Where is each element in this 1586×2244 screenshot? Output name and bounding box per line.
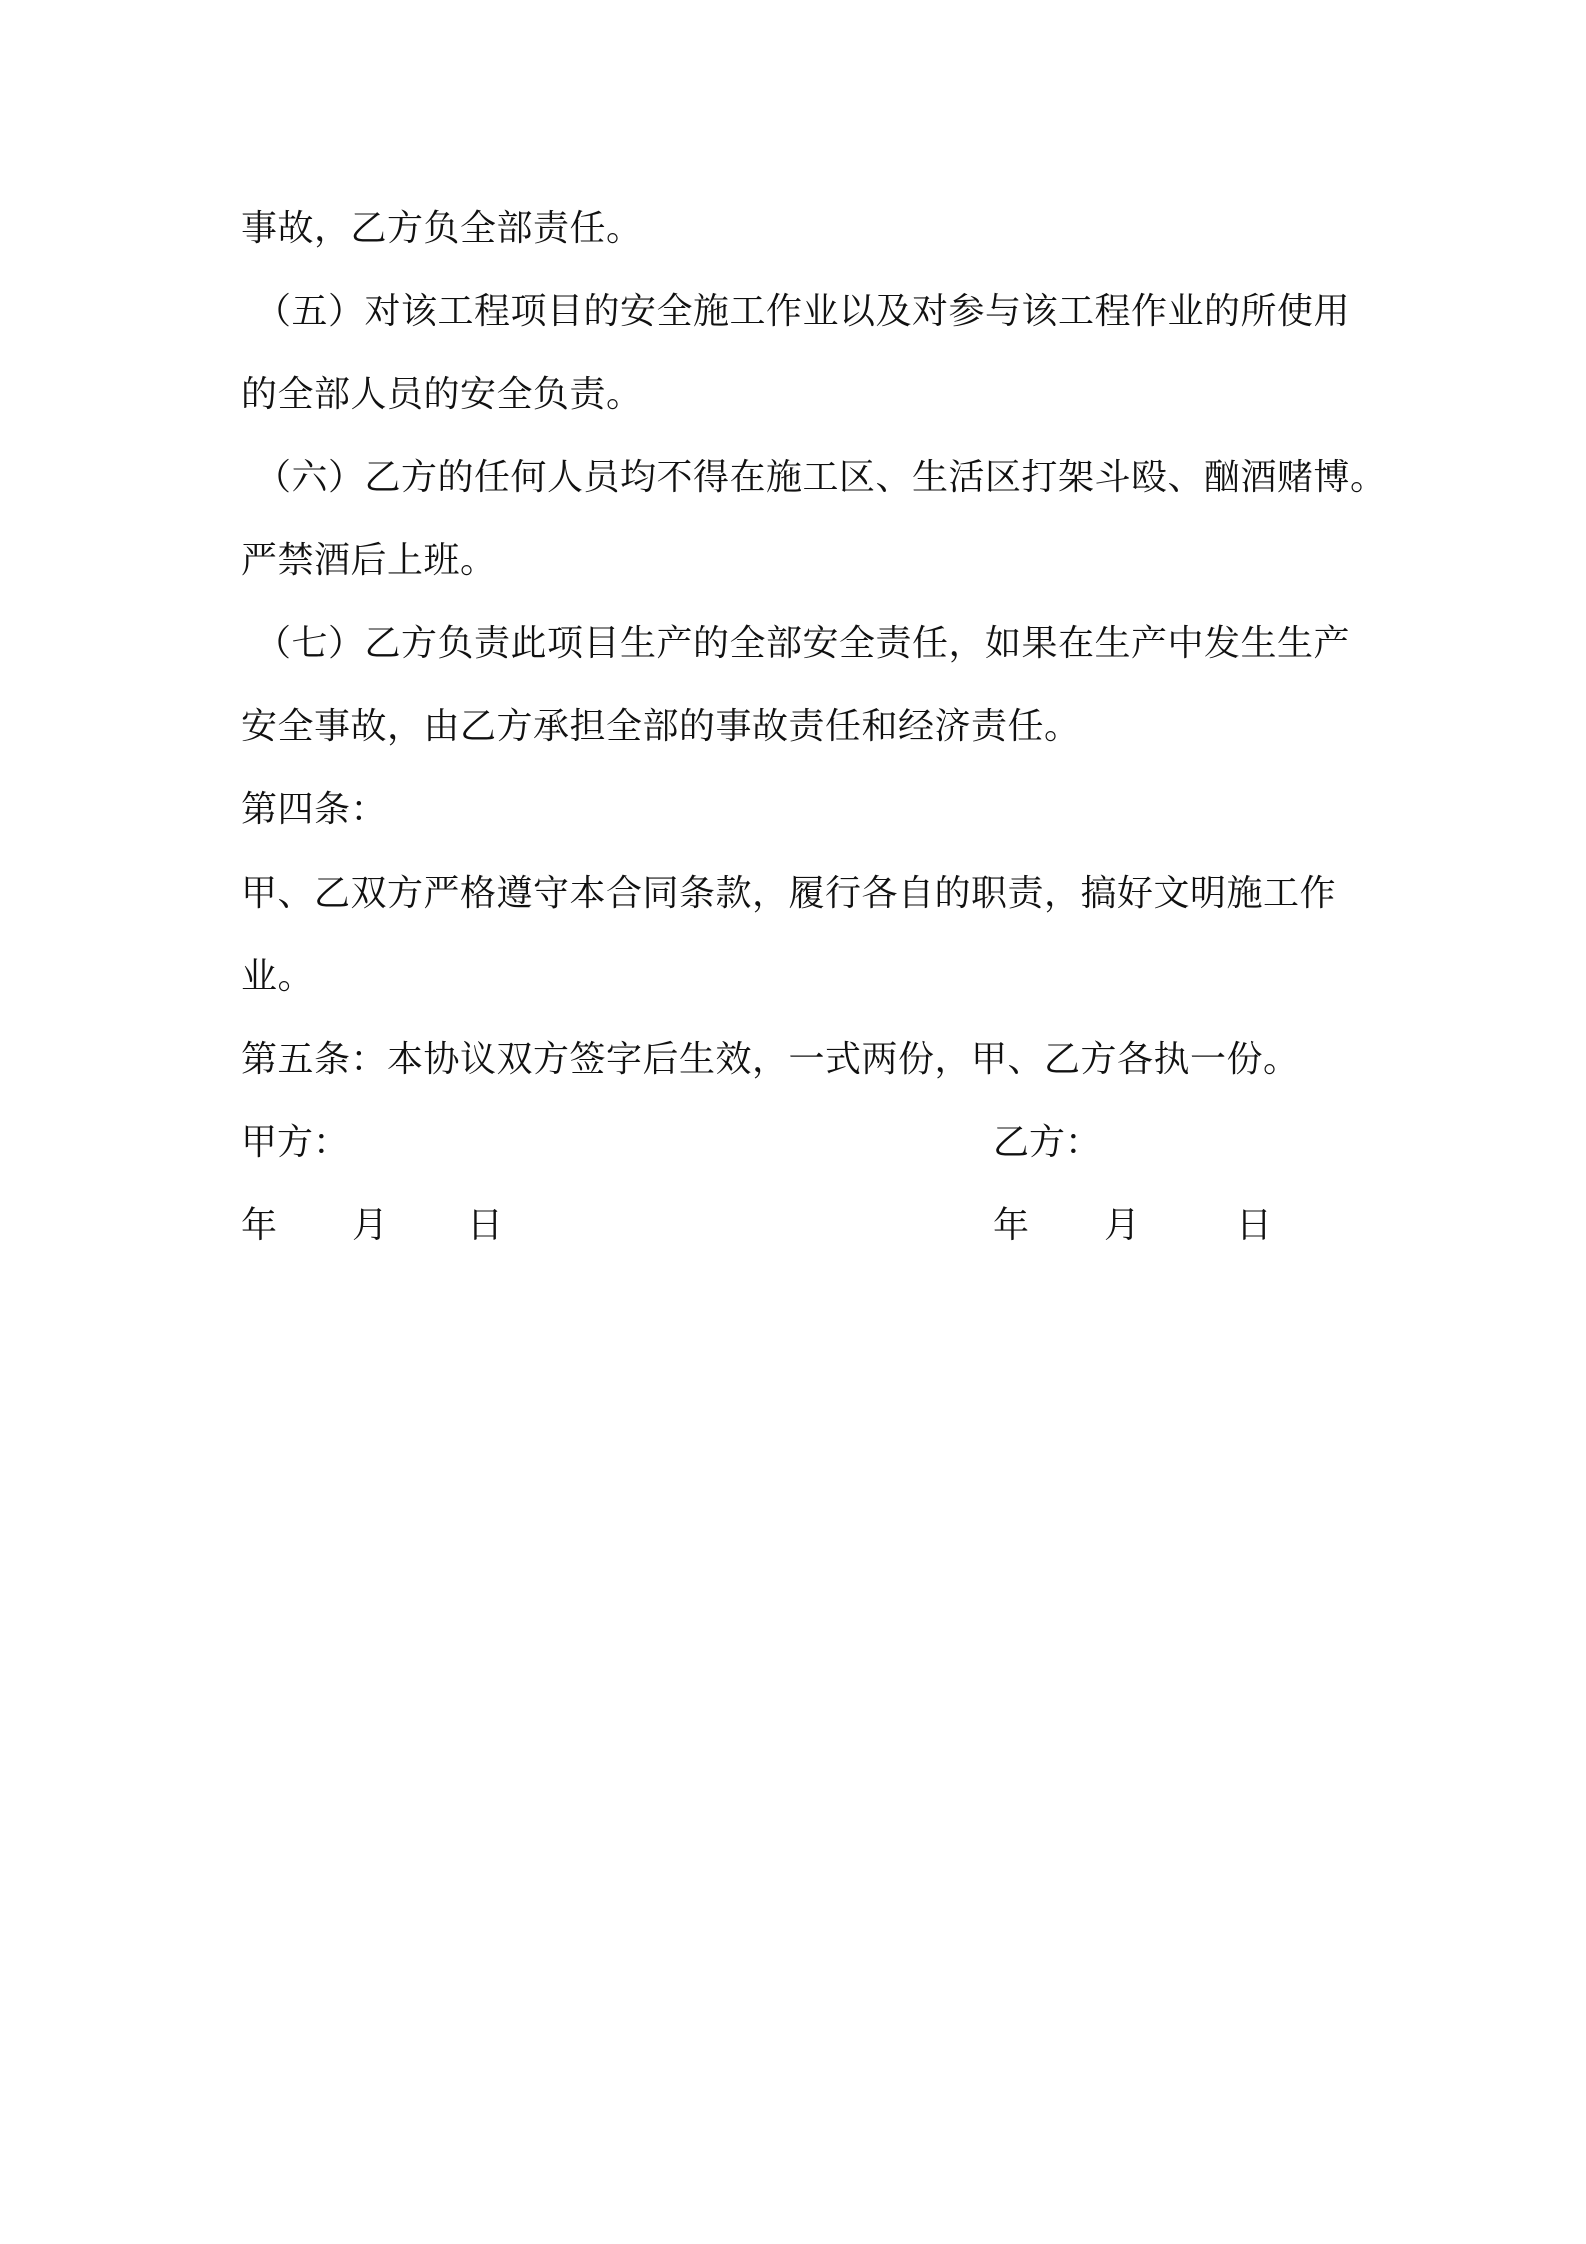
- paragraph-line: 安全事故，由乙方承担全部的事故责任和经济责任。: [241, 706, 1081, 747]
- paragraph-line: 的全部人员的安全负责。: [241, 374, 643, 415]
- clause-six-line: （六）乙方的任何人员均不得在施工区、生活区打架斗殴、酗酒赌博。: [255, 457, 1387, 498]
- party-b-signature-label: 乙方：: [993, 1122, 1102, 1163]
- paragraph-line: 事故，乙方负全部责任。: [241, 208, 643, 249]
- party-a-date-year: 年: [241, 1205, 278, 1246]
- clause-five-line: （五）对该工程项目的安全施工作业以及对参与该工程作业的所使用: [255, 291, 1351, 332]
- party-b-date-day: 日: [1236, 1205, 1273, 1246]
- article-five-line: 第五条：本协议双方签字后生效，一式两份，甲、乙方各执一份。: [241, 1039, 1300, 1080]
- paragraph-line: 业。: [241, 956, 315, 997]
- party-a-date-day: 日: [467, 1205, 504, 1246]
- article-four-heading: 第四条：: [241, 789, 388, 830]
- party-a-signature-label: 甲方：: [241, 1122, 350, 1163]
- paragraph-line: 甲、乙双方严格遵守本合同条款，履行各自的职责，搞好文明施工作: [241, 873, 1337, 914]
- party-b-date-year: 年: [993, 1205, 1030, 1246]
- party-a-date-month: 月: [352, 1205, 389, 1246]
- paragraph-line: 严禁酒后上班。: [241, 540, 497, 581]
- party-b-date-month: 月: [1104, 1205, 1141, 1246]
- clause-seven-line: （七）乙方负责此项目生产的全部安全责任，如果在生产中发生生产: [255, 623, 1351, 664]
